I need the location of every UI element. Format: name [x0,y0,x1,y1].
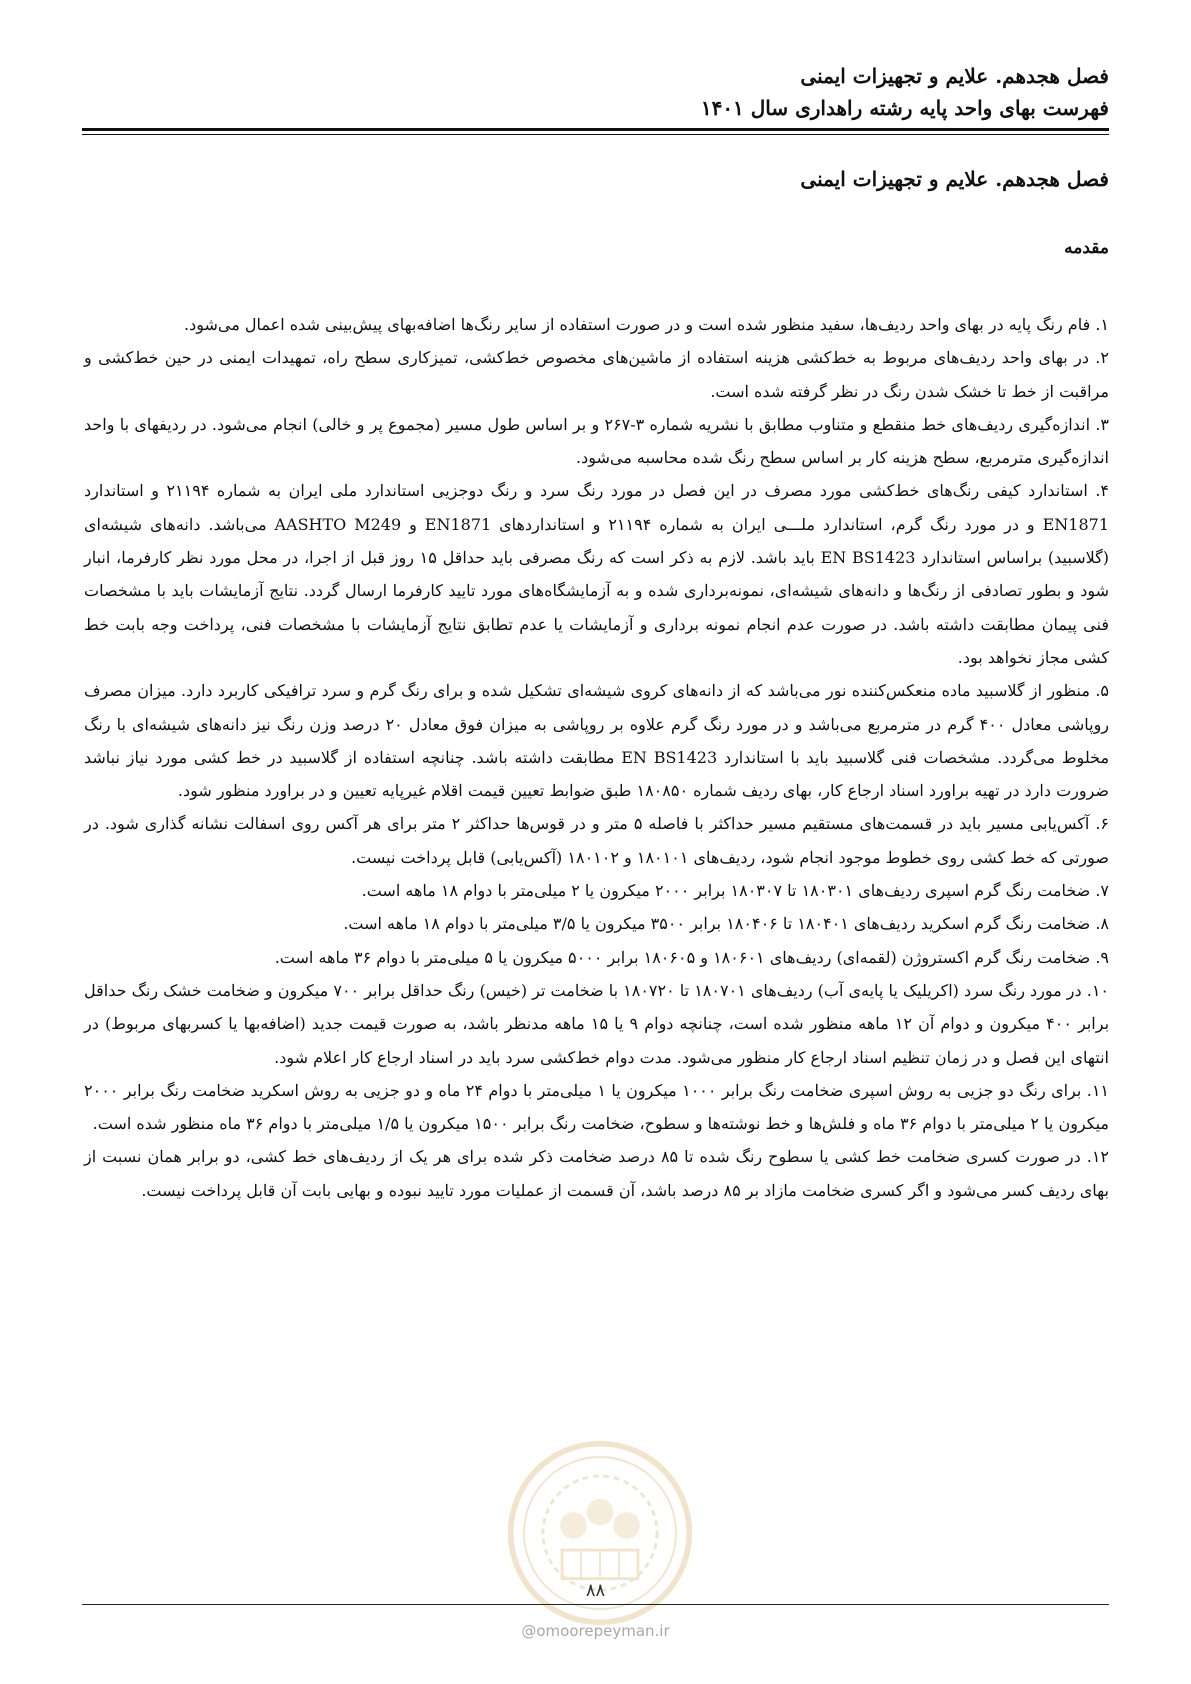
paragraph-11: ۱۱. برای رنگ دو جزیی به روش اسپری ضخامت رنگ برابر ۱۰۰۰ میکرون یا ۱ میلی‌متر با دوام ۲۴ ماه و دو جزیی به روش اسکرید ضخامت رنگ برابر ۲۰۰۰ میکرون یا ۲ میلی‌متر با دوام ۳۶ ماه و فلش‌ها و خط نوشته‌ها و سطوح، ضخامت رنگ برابر ۱۵۰۰ میکرون یا ۱/۵ میلی‌متر با دوام ۳۶ ماه منظور شده است. [84,1080,1110,1134]
watermark-url: @omoorepeyman.ir [521,1622,670,1640]
paragraph-5: ۵. منظور از گلاسبید ماده منعکس‌کننده نور می‌باشد که از دانه‌های کروی شیشه‌ای تشکیل شده و برای رنگ گرم و سرد ترافیکی کاربرد دارد. میزان مصرف روپاشی معادل ۴۰۰ گرم در مترمربع می‌باشد و در مورد رنگ گرم علاوه بر روپاشی به میزان فوق معادل ۲۰ درصد وزن رنگ نیز دانه‌های شیشه‌ای با رنگ مخلوط می‌گردد. مشخصات فنی گلاسبید باید با استاندارد EN BS1423 مطابقت داشته باشد. چنانچه استفاده از گلاسبید در خط کشی مورد نیاز نباشد ضرورت دارد در تهیه براورد اسناد ارجاع کار، بهای ردیف شماره ۱۸۰۸۵۰ طبق ضوابط تعیین قیمت اقلام غیرپایه تعیین و در براورد منظور شود. [84,681,1110,801]
footer-divider [82,1604,1109,1605]
paragraph-2: ۲. در بهای واحد ردیف‌های مربوط به خط‌کشی هزینه استفاده از ماشین‌های مخصوص خط‌کشی، تمیزکاری سطح راه، تمهیدات ایمنی در حین خط‌کشی و مراقبت از خط تا خشک شدن رنگ در نظر گرفته شده است. [84,348,1109,401]
paragraph-8: ۸. ضخامت رنگ گرم اسکرید ردیف‌های ۱۸۰۴۰۱ تا ۱۸۰۴۰۶ برابر ۳۵۰۰ میکرون یا ۳/۵ میلی‌متر با دوام ۱۸ ماهه است. [343,914,1109,934]
header-divider-thick [82,128,1109,131]
section-title: فصل هجدهم. علایم و تجهیزات ایمنی [800,167,1109,191]
paragraph-6: ۶. آکس‌یابی مسیر باید در قسمت‌های مستقیم مسیر حداکثر با فاصله ۵ متر و در قوس‌ها حداکثر ۲ متر برای هر آکس روی اسفالت نشانه گذاری شود. در صورتی که خط کشی روی خطوط موجود انجام شود، ردیف‌های ۱۸۰۱۰۱ و ۱۸۰۱۰۲ (آکس‌یابی) قابل پرداخت نیست. [84,814,1110,867]
paragraph-10: ۱۰. در مورد رنگ سرد (اکریلیک یا پایه‌ی آب) ردیف‌های ۱۸۰۷۰۱ تا ۱۸۰۷۲۰ با ضخامت تر (خیس) رنگ حداقل برابر ۷۰۰ میکرون و ضخامت خشک رنگ حداقل برابر ۴۰۰ میکرون و دوام آن ۱۲ ماهه منظور شده است، چنانچه دوام ۹ یا ۱۵ ماهه مدنظر باشد، به صورت قیمت جدید (اضافه‌بها یا کسربهای مربوط) در انتهای این فصل و در زمان تنظیم اسناد ارجاع کار منظور می‌شود. مدت دوام خط‌کشی سرد باید در اسناد ارجاع کار اعلام شود. [84,980,1110,1067]
paragraph-4: ۴. استاندارد کیفی رنگ‌های خط‌کشی مورد مصرف در این فصل در مورد رنگ سرد و رنگ دوجزیی استاندارد ملی ایران به شماره ۲۱۱۹۴ و استاندارد EN1871 و در مورد رنگ گرم، استاندارد ملـــی ایران به شماره ۲۱۱۹۴ و استانداردهای EN1871 و AASHTO M249 می‌باشد. دانه‌های شیشه‌ای (گلاسبید) براساس استاندارد EN BS1423 باید باشد. لازم به ذکر است که رنگ مصرفی باید حداقل ۱۵ روز قبل از اجرا، در محل مورد نظر کارفرما، انبار شود و بطور تصادفی از رنگ‌ها و دانه‌های شیشه‌ای، نمونه‌برداری شده و به آزمایشگاه‌های مورد تایید کارفرما ارسال گردد. نتایج آزمایشات باید با مشخصات فنی پیمان مطابقت داشته باشد. در صورت عدم انجام نمونه برداری و آزمایشات یا عدم تطابق نتایج آزمایشات با مشخصات فنی، پرداخت وجه بابت خط کشی مجاز نخواهد بود. [84,481,1110,667]
paragraph-12: ۱۲. در صورت کسری ضخامت خط کشی یا سطوح رنگ شده تا ۸۵ درصد ضخامت ذکر شده برای هر یک از ردیف‌های خط کشی، دو برابر همان نسبت از بهای ردیف کسر می‌شود و اگر کسری ضخامت مازاد بر ۸۵ درصد باشد، آن قسمت از عملیات مورد تایید نبوده و بهایی بابت آن قابل پرداخت نیست. [84,1147,1109,1200]
page-header [82,60,1109,124]
header-chapter-title: فصل هجدهم. علایم و تجهیزات ایمنی [800,64,1109,88]
intro-heading: مقدمه [1064,238,1109,258]
paragraph-9: ۹. ضخامت رنگ گرم اکستروژن (لقمه‌ای) ردیف‌های ۱۸۰۶۰۱ و ۱۸۰۶۰۵ برابر ۵۰۰۰ میکرون یا ۵ میلی‌متر با دوام ۳۶ ماهه است. [274,947,1109,967]
page-number: ۸۸ [585,1580,606,1601]
paragraph-1: ۱. فام رنگ پایه در بهای واحد ردیف‌ها، سفید منظور شده است و در صورت استفاده از سایر رنگ‌ها اضافه‌بهای پیش‌بینی شده اعمال می‌شود. [184,315,1109,334]
body-text [84,308,1109,1207]
paragraph-7: ۷. ضخامت رنگ گرم اسپری ردیف‌های ۱۸۰۳۰۱ تا ۱۸۰۳۰۷ برابر ۲۰۰۰ میکرون یا ۲ میلی‌متر با دوام ۱۸ ماهه است. [361,881,1109,901]
header-divider-thin [82,134,1109,135]
paragraph-3: ۳. اندازه‌گیری ردیف‌های خط منقطع و متناوب مطابق با نشریه شماره ۳-۲۶۷ و بر اساس طول مسیر (مجموع پر و خالی) انجام می‌شود. در ردیفهای با واحد اندازه‌گیری مترمربع، سطح هزینه کار بر اساس سطح رنگ شده محاسبه می‌شود. [84,414,1109,468]
header-document-title: فهرست بهای واحد پایه رشته راهداری سال ۱۴۰۱ [700,96,1109,120]
